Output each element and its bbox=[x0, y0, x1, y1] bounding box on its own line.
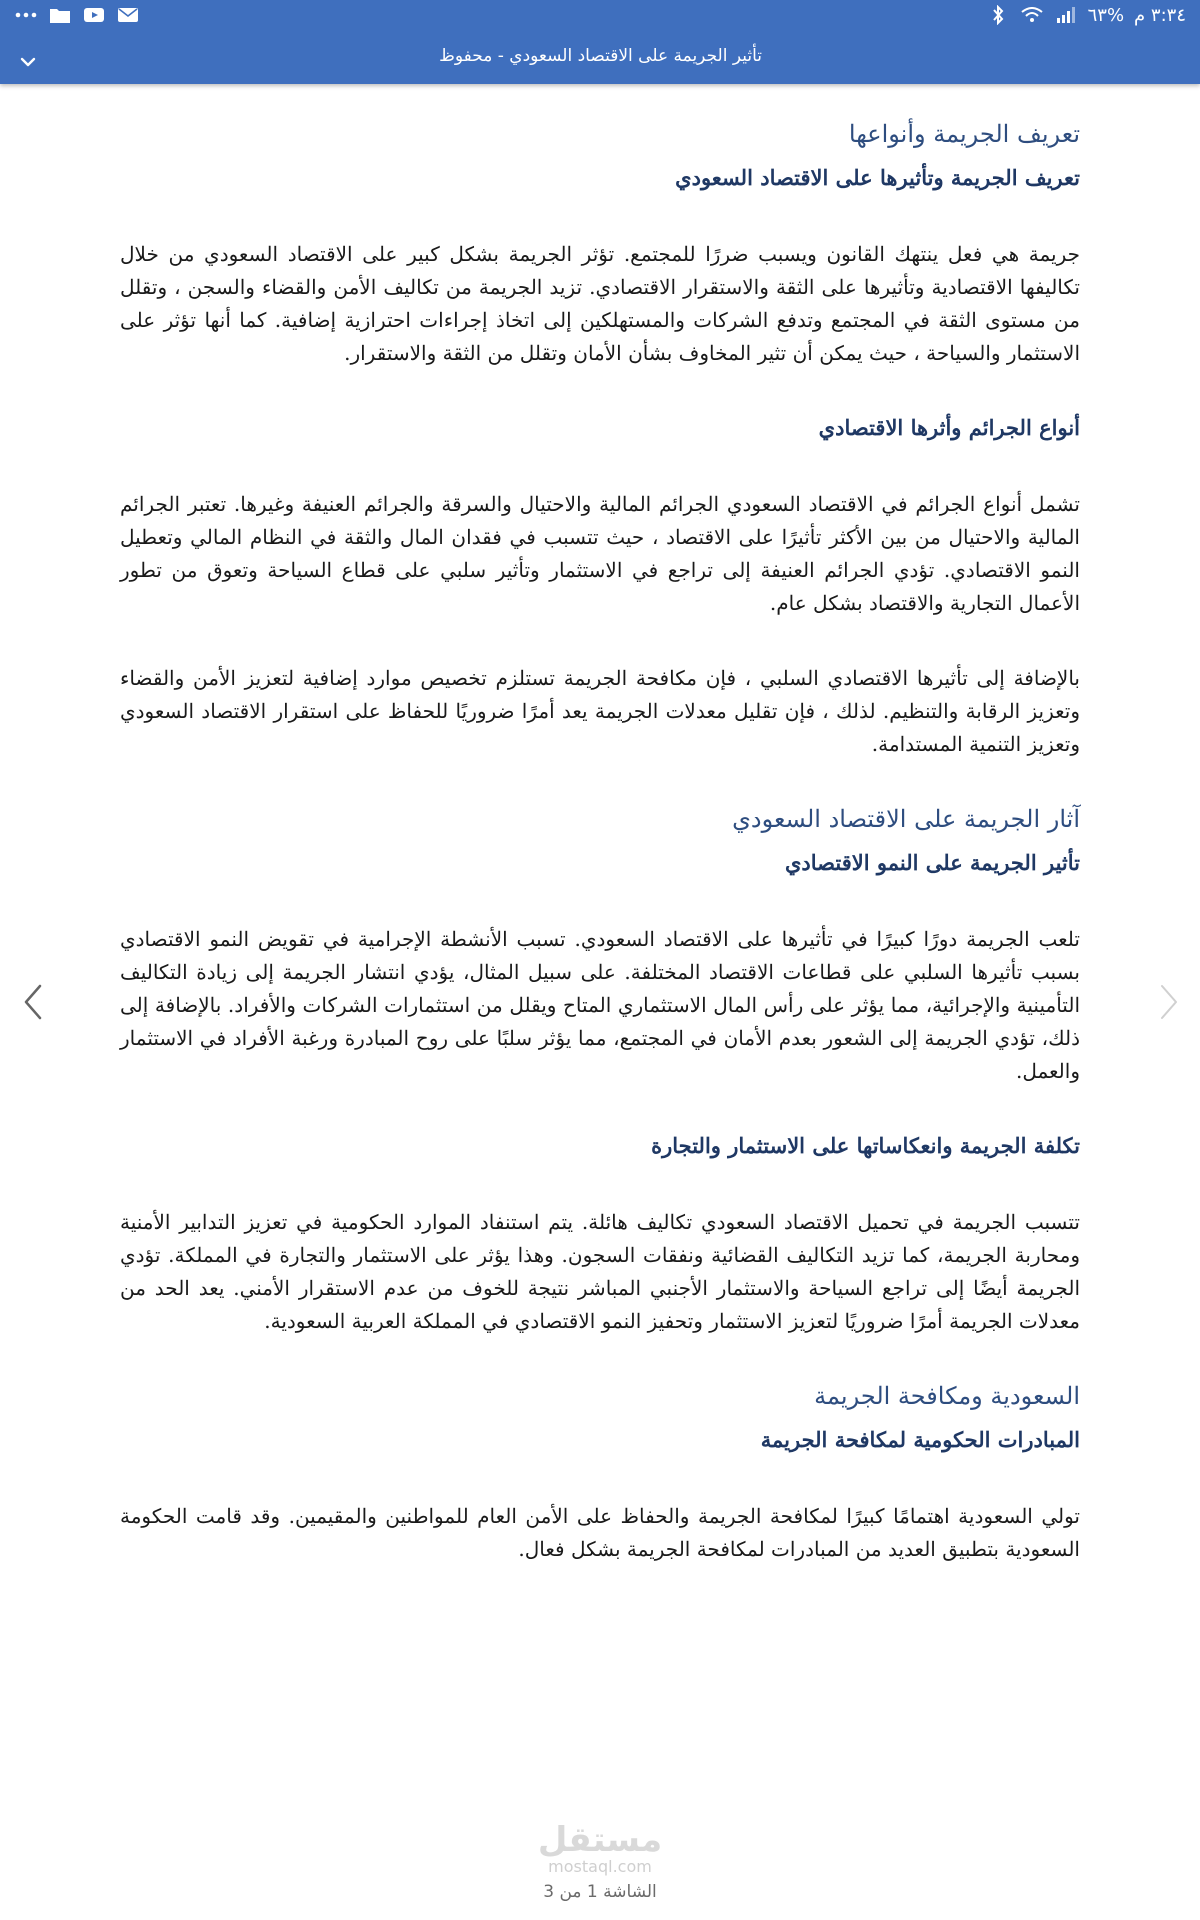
document-title[interactable]: تأثير الجريمة على الاقتصاد السعودي - محفوظ bbox=[439, 46, 762, 66]
watermark-url: mostaql.com bbox=[548, 1857, 652, 1876]
media-icon bbox=[82, 4, 106, 26]
paragraph-government-initiatives: تولي السعودية اهتمامًا كبيرًا لمكافحة الجريمة والحفاظ على الأمن العام للمواطنين والمقيمين. وقد قامت الحكومة السعودية بتطبيق العديد من المبادرات لمكافحة الجريمة بشكل فعال. bbox=[120, 1504, 1080, 1561]
document-title-bar bbox=[0, 40, 1200, 84]
subheading-crime-types: أنواع الجرائم وأثرها الاقتصادي bbox=[818, 415, 1080, 440]
status-bar-right bbox=[986, 4, 1186, 26]
signal-icon bbox=[1054, 4, 1078, 26]
more-dots-icon[interactable] bbox=[14, 4, 38, 26]
mail-icon bbox=[116, 4, 140, 26]
mostaql-watermark bbox=[0, 1822, 1200, 1876]
subheading-economic-growth: تأثير الجريمة على النمو الاقتصادي bbox=[784, 850, 1080, 875]
top-app-bar bbox=[0, 0, 1200, 84]
page-indicator: الشاشة 1 من 3 bbox=[543, 1882, 657, 1902]
clock: ٣:٣٤ م bbox=[1134, 4, 1186, 26]
watermark-logo: مستقل bbox=[537, 1820, 663, 1860]
wifi-icon bbox=[1020, 4, 1044, 26]
subheading-government-initiatives: المبادرات الحكومية لمكافحة الجريمة bbox=[760, 1427, 1080, 1452]
paragraph-investment-trade: تتسبب الجريمة في تحميل الاقتصاد السعودي تكاليف هائلة. يتم استنفاد الموارد الحكومية في تعزيز التدابير الأمنية ومحاربة الجريمة، كما تزيد التكاليف القضائية ونفقات السجون. وهذا يؤثر على الاستثمار والتجارة في المملكة. تؤدي الجريمة أيضًا إلى تراجع السياحة والاستثمار الأجنبي المباشر نتيجة للخوف من عدم الاستقرار الأمني. يعد الحد من معدلات الجريمة أمرًا ضروريًا لتعزيز الاستثمار وتحفيز النمو الاقتصادي في المملكة العربية السعودية. bbox=[120, 1210, 1080, 1333]
next-page-arrow-icon[interactable] bbox=[1154, 982, 1182, 1022]
paragraph-crime-types: تشمل أنواع الجرائم في الاقتصاد السعودي الجرائم المالية والاحتيال والسرقة والجرائم العنيفة وغيرها. تعتبر الجرائم المالية والاحتيال من بين الأكثر تأثيرًا على الاقتصاد ، حيث تتسبب في فقدان المال والثقة في النظام المالي وتعطيل النمو الاقتصادي. تؤدي الجرائم العنيفة إلى تراجع في الاستثمار وتأثير سلبي على قطاع السياحة وتعوق من تطور الأعمال التجارية والاقتصاد بشكل عام. bbox=[120, 492, 1080, 615]
document-body bbox=[120, 118, 1080, 1566]
previous-page-arrow-icon[interactable] bbox=[20, 982, 48, 1022]
bluetooth-icon bbox=[986, 4, 1010, 26]
paragraph-crime-definition: جريمة هي فعل ينتهك القانون ويسبب ضررًا للمجتمع. تؤثر الجريمة بشكل كبير على الاقتصاد السعودي من خلال تكاليفها الاقتصادية وتأثيرها على الثقة والاستقرار الاقتصادي. تزيد الجريمة من تكاليف الأمن والقضاء والسجن ، وتقلل من مستوى الثقة في المجتمع وتدفع الشركات والمستهلكين إلى اتخاذ إجراءات احترازية إضافية. كما أنها تؤثر على الاستثمار والسياحة ، حيث يمكن أن تثير المخاوف بشأن الأمان وتقلل من الثقة والاستقرار. bbox=[120, 242, 1080, 365]
chevron-down-icon[interactable] bbox=[16, 50, 40, 74]
battery-level: %٦٣ bbox=[1087, 4, 1125, 26]
subheading-investment-trade: تكلفة الجريمة وانعكاساتها على الاستثمار والتجارة bbox=[651, 1133, 1080, 1158]
heading-section-3: السعودية ومكافحة الجريمة bbox=[814, 1382, 1080, 1410]
heading-section-1: تعريف الجريمة وأنواعها bbox=[848, 120, 1080, 148]
subheading-crime-definition: تعريف الجريمة وتأثيرها على الاقتصاد السعودي bbox=[675, 165, 1080, 190]
paragraph-crime-fighting-cost: بالإضافة إلى تأثيرها الاقتصادي السلبي ، فإن مكافحة الجريمة تستلزم تخصيص موارد إضافية لتعزيز الأمن والقضاء وتعزيز الرقابة والتنظيم. لذلك ، فإن تقليل معدلات الجريمة يعد أمرًا ضروريًا للحفاظ على استقرار الاقتصاد السعودي وتعزيز التنمية المستدامة. bbox=[120, 666, 1080, 756]
paragraph-economic-growth: تلعب الجريمة دورًا كبيرًا في تأثيرها على الاقتصاد السعودي. تسبب الأنشطة الإجرامية في تقويض النمو الاقتصادي بسبب تأثيرها السلبي على قطاعات الاقتصاد المختلفة. على سبيل المثال، يؤدي انتشار الجريمة إلى زيادة التكاليف التأمينية والإجرائية، مما يؤثر على رأس المال الاستثماري المتاح ويقلل من استثمارات الشركات والأفراد. بالإضافة إلى ذلك، تؤدي الجريمة إلى الشعور بعدم الأمان في المجتمع، مما يؤثر سلبًا على روح المبادرة ورغبة الأفراد في الاستثمار والعمل. bbox=[120, 927, 1080, 1083]
status-bar-left bbox=[14, 4, 140, 26]
folder-icon bbox=[48, 4, 72, 26]
heading-section-2: آثار الجريمة على الاقتصاد السعودي bbox=[732, 805, 1080, 833]
status-bar bbox=[0, 0, 1200, 38]
